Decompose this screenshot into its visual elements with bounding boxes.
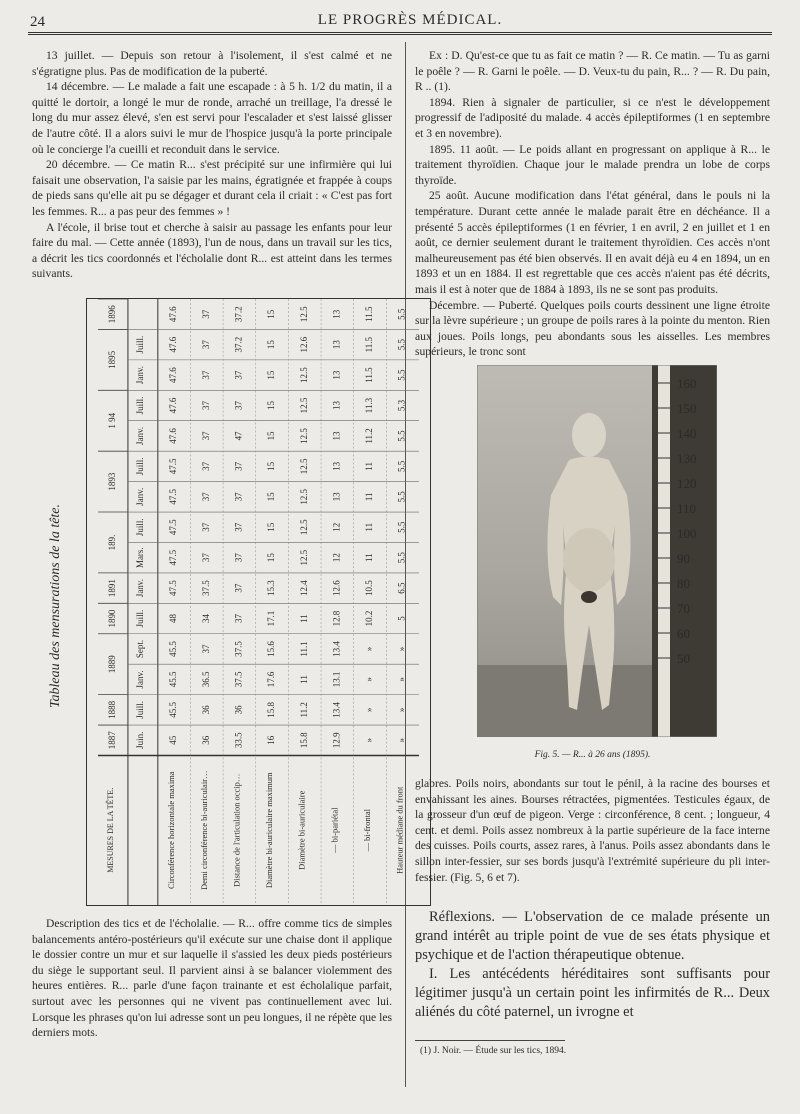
table-cell: 37: [233, 614, 244, 624]
paragraph: glabres. Poils noirs, abondants sur tout le pénil, à la racine des bourses et envahissant les aines. Bourses rétractées, pigmentées. Testicules égaux, de la grosseur d'un œuf de pigeon. Verge : circonférence, 8 cent. ; longueur, 4 cent. et demi. Poils assez nombreux à la partie supérieure de la face interne des cuisses. Poils courts, assez rares, à l'anus. Poils assez abondants dans le sillon inter-fessier, sur ses bords jusqu'à l'extrémité supérieure du pli inter-fessier. (Fig. 5, 6 et 7).: [415, 777, 770, 884]
month-label: Janv.: [134, 366, 145, 385]
table-cell: 33.5: [233, 732, 244, 749]
table-cell: 36: [200, 735, 211, 745]
table-cell: 37: [233, 461, 244, 471]
measure-label: Diamètre bi-auriculaire: [296, 790, 307, 870]
table-cell: 17.1: [266, 610, 277, 627]
table-cell: 37: [200, 370, 211, 380]
measures-header: MESURES DE LA TÊTE.: [105, 787, 115, 873]
table-cell: 13.1: [331, 671, 342, 688]
table-cell: 11: [298, 675, 309, 684]
table-cell: 37: [200, 553, 211, 563]
right-column-text: [415, 48, 770, 360]
head-measurements-table: [48, 298, 407, 906]
table-cell: 17.6: [266, 671, 277, 688]
measure-label: — bi-pariétal: [329, 807, 340, 853]
table-cell: 47.5: [168, 488, 179, 505]
table-cell: 11.3: [364, 397, 375, 414]
table-cell: 6.5: [396, 582, 407, 594]
table-cell: 37: [200, 340, 211, 350]
table-cell: 47.6: [168, 336, 179, 353]
table-cell: 15: [266, 370, 277, 380]
table-cell: 11.5: [364, 336, 375, 353]
table-cell: 47.5: [168, 519, 179, 536]
month-label: Juill.: [134, 609, 145, 628]
table-cell: 36: [200, 705, 211, 715]
table-cell: 13: [331, 492, 342, 502]
table-cell: 11: [364, 462, 375, 471]
paragraph: Décembre. — Puberté. Quelques poils courts dessinent une ligne étroite sur la lèvre supérieure ; un groupe de poils rares à la pointe du menton. Rien aux joues. Poils longs, peu abondants sous les aisselles. Les membres supérieurs, le tronc sont: [415, 298, 770, 359]
paragraph: A l'école, il brise tout et cherche à saisir au passage les enfants pour leur faire du mal. — Cette année (1893), l'un de nous, dans un travail sur les tics, a décrit les tics coordonnés et l'écholalie dont R... est atteint dans les termes suivants.: [32, 220, 392, 281]
month-label: Janv.: [134, 426, 145, 446]
journal-title: LE PROGRÈS MÉDICAL.: [317, 12, 503, 28]
table-cell: 13: [331, 401, 342, 410]
tics-description: [32, 916, 392, 1041]
paragraph: 14 décembre. — Le malade a fait une escapade : à 5 h. 1/2 du matin, il a quitté le dortoir, a longé le mur de ronde, arraché un treillage, l'a dressé le long du mur assez élevé, s'en est servi pour l'escalader et s'est laissé glisser de l'autre côté. Il a alors suivi le mur de l'hospice jusqu'à la porte principale où le concierge l'a cueilli et reconduit dans le service.: [32, 80, 392, 156]
year-label: 1896: [107, 305, 118, 324]
scale-label: 150: [677, 401, 697, 416]
month-label: Janv.: [134, 670, 145, 689]
table-cell: 5.5: [396, 552, 407, 564]
measure-label: Circonférence horizontale maxima: [166, 771, 177, 890]
table-cell: 37: [233, 522, 244, 532]
table-cell: 48: [168, 614, 179, 624]
table-cell: 37.2: [233, 336, 244, 353]
table-cell: 15: [266, 492, 277, 502]
table-cell: 12.4: [298, 580, 309, 596]
table-cell: »: [396, 646, 407, 652]
table-cell: 13: [331, 340, 342, 350]
table-cell: »: [396, 677, 407, 682]
table-cell: 47.5: [168, 458, 179, 475]
table-cell: »: [396, 738, 407, 743]
table-cell: 5.5: [396, 491, 407, 503]
month-label: Janv.: [134, 579, 145, 598]
table-cell: 47.6: [168, 397, 179, 414]
measure-label: Hauteur médiane du front: [394, 786, 405, 874]
table-cell: 13: [331, 461, 342, 471]
table-cell: 37.2: [233, 306, 244, 323]
table-cell: »: [364, 738, 375, 743]
paragraph: 13 juillet. — Depuis son retour à l'isolement, il s'est calmé et ne s'égratigne plus. Pas de modification de la puberté.: [32, 49, 392, 78]
month-label: Juill.: [134, 457, 145, 476]
table-cell: 36.5: [200, 671, 211, 688]
footnote: (1) J. Noir. — Étude sur les tics, 1894.: [420, 1046, 567, 1056]
table-cell: 5.5: [396, 521, 407, 533]
table-cell: 15.8: [298, 732, 309, 749]
table-cell: 37: [200, 492, 211, 502]
table-cell: 11: [364, 522, 375, 532]
page-number: 24: [30, 14, 45, 30]
table-cell: 12.5: [298, 549, 309, 566]
scale-label: 50: [677, 651, 690, 666]
table-cell: 12: [331, 522, 342, 532]
table-cell: 11.5: [364, 367, 375, 383]
table-cell: 15: [266, 431, 277, 441]
table-cell: 12.5: [298, 306, 309, 323]
table-cell: 37: [200, 431, 211, 441]
table-cell: 16: [266, 735, 277, 745]
table-cell: 15: [266, 309, 277, 319]
table-cell: 10.2: [364, 610, 375, 627]
table-cell: 12.5: [298, 397, 309, 414]
paragraph: 25 août. Aucune modification dans l'état général, dans le pouls ni la température. Durant cette année le malade parait être en déchéance. Il a présenté 5 accès épileptiformes (1 en février, 1 en avril, 2 en juillet et 1 en août, ce dernier seulement durant le traitement thyroïdien. Ces accès n'ont malheureusement pas été bien observés. Il en avait déjà eu 4 en 1894, un en 1893 et un en 1884. Il est regrettable que ces accès n'aient pas été décrits, mais il est à noter que de 1884 à 1893, ils ne se sont pas produits.: [415, 189, 770, 296]
measure-label: Distance de l'articulation occip…: [231, 773, 242, 887]
table-cell: 37: [233, 401, 244, 410]
year-label: 1890: [107, 609, 118, 628]
scale-label: 70: [677, 601, 690, 616]
footnote-rule: [415, 1040, 565, 1041]
table-cell: 37: [233, 583, 244, 593]
year-label: 1891: [107, 579, 118, 598]
table-cell: 13: [331, 431, 342, 441]
month-label: Juill.: [134, 518, 145, 537]
left-column-text: [32, 48, 392, 282]
table-title: Tableau des mensurations de la tête.: [48, 503, 63, 708]
paragraph: Ex : D. Qu'est-ce que tu as fait ce matin ? — R. Ce matin. — Tu as garni le poêle ? — R. Garni le poêle. — D. Veux-tu du pain, R... ? — R. Du pain, R .. (1).: [415, 49, 770, 94]
table-cell: 5.5: [396, 369, 407, 381]
table-cell: 11: [364, 553, 375, 562]
scale-label: 160: [677, 376, 697, 391]
measure-label: Diamètre bi-auriculaire maximum: [264, 772, 275, 889]
table-cell: 12.5: [298, 488, 309, 505]
figure-caption: Fig. 5. — R... à 26 ans (1895).: [534, 750, 651, 760]
scale-label: 100: [677, 526, 697, 541]
measure-label: — bi-frontal: [362, 808, 373, 852]
table-cell: 37: [200, 461, 211, 471]
header-rule: [28, 32, 772, 35]
table-cell: 12.8: [331, 610, 342, 627]
year-label: 1895: [107, 350, 118, 369]
scale-label: 60: [677, 626, 690, 641]
table-cell: 15: [266, 553, 277, 563]
table-cell: »: [364, 707, 375, 713]
month-label: Sept.: [134, 639, 145, 659]
table-cell: 47.6: [168, 306, 179, 323]
table-cell: 11.1: [298, 641, 309, 657]
table-cell: 11: [364, 492, 375, 502]
scale-label: 90: [677, 551, 690, 566]
year-label: 189.: [107, 534, 118, 551]
table-cell: 47.6: [168, 367, 179, 383]
table-cell: 12.5: [298, 519, 309, 536]
paragraph: Réflexions. — L'observation de ce malade présente un grand intérêt au triple point de vue de ses états physique et psychique et de l'action thérapeutique obtenue.: [415, 909, 770, 963]
paragraph: Description des tics et de l'écholalie. — R... offre comme tics de simples balancements antéro-postérieurs qu'il exécute sur une chaise dont il applique le dossier contre un mur et sur laquelle il s'assied les deux pieds postérieurs du siège le supportant seul. Il parvient ainsi à se balancer violemment des heures entières. R... parle d'une façon trainante et est écholalique parfait, surtout avec les personnes qui ne vivent pas continuellement avec lui. Lorsque les phrases qu'on lui adresse sont un peu longues, il ne répète que les derniers mots.: [32, 917, 392, 1040]
year-label: 1 94: [107, 412, 118, 429]
table-cell: »: [396, 707, 407, 713]
table-cell: 12: [331, 553, 342, 563]
table-cell: 12.6: [331, 580, 342, 596]
month-label: Juill.: [134, 335, 145, 354]
paragraph: 1895. 11 août. — Le poids allant en progressant on applique à R... le traitement thyroïdien. Chaque jour le malade prendra un lobe de corps thyroïde.: [415, 142, 770, 187]
table-cell: 45: [168, 735, 179, 745]
table-cell: 11.5: [364, 306, 375, 322]
table-cell: 15: [266, 461, 277, 471]
scale-label: 110: [677, 501, 697, 516]
table-cell: 12.5: [298, 367, 309, 383]
year-label: 1888: [107, 700, 118, 719]
month-label: Mars.: [134, 547, 145, 569]
table-cell: 37: [233, 553, 244, 563]
table-cell: 5.5: [396, 339, 407, 351]
table-cell: 13: [331, 309, 342, 319]
table-cell: 37: [233, 492, 244, 502]
table-cell: 15: [266, 340, 277, 350]
table-cell: 5.5: [396, 308, 407, 320]
month-label: Juill.: [134, 396, 145, 415]
photo-illustration: [477, 365, 717, 737]
table-cell: 11: [298, 614, 309, 623]
table-cell: 37: [200, 644, 211, 654]
table-cell: 15.3: [266, 580, 277, 596]
paragraph: 1894. Rien à signaler de particulier, si ce n'est le développement progressif de l'adiposité du malade. 4 accès épileptiformes (1 en septembre et 3 en novembre).: [415, 95, 770, 140]
table-cell: 5.3: [396, 399, 407, 412]
table-cell: 37: [200, 401, 211, 410]
year-label: 1893: [107, 472, 118, 491]
scale-label: 80: [677, 576, 690, 591]
scale-label: 120: [677, 476, 697, 491]
table-cell: 47.5: [168, 549, 179, 566]
scale-label: 130: [677, 451, 697, 466]
puberty-description: [415, 776, 770, 885]
measure-label: Demi circonférence bi-auriculair…: [198, 770, 209, 890]
month-label: Juin.: [134, 731, 145, 749]
table-cell: 34: [200, 614, 211, 624]
table-cell: 15.8: [266, 701, 277, 718]
table-cell: 36: [233, 705, 244, 715]
table-cell: 37.5: [233, 671, 244, 688]
paragraph: 20 décembre. — Ce matin R... s'est précipité sur une infirmière qui lui faisait une observation, l'a saisie par les mains, égratignée et frappée à coups de pieds sans qu'elle ait pu se dégager et durant cela il criait : « C'est pas fort les femmes. R... a pas peur des femmes » !: [32, 158, 392, 218]
table-cell: »: [364, 646, 375, 652]
table-cell: 47: [233, 431, 244, 441]
table-cell: 45.5: [168, 671, 179, 688]
table-grid: [86, 298, 431, 906]
scale-label: 140: [677, 426, 697, 441]
table-cell: 5.5: [396, 460, 407, 472]
patient-photograph: [477, 365, 717, 737]
table-cell: 37: [200, 309, 211, 319]
table-cell: 37.5: [233, 641, 244, 657]
table-cell: 13.4: [331, 641, 342, 657]
table-cell: 37.5: [200, 580, 211, 596]
table-cell: 15: [266, 522, 277, 532]
table-cell: 11.2: [364, 428, 375, 444]
table-cell: 47.5: [168, 580, 179, 596]
table-cell: 12.5: [298, 458, 309, 475]
paragraph: I. Les antécédents héréditaires sont suffisants pour légitimer jusqu'à un certain point les infirmités de R... Deux aliénés du côté paternel, un ivrogne et: [415, 966, 770, 1020]
table-cell: 12.6: [298, 336, 309, 353]
table-cell: 45.5: [168, 701, 179, 718]
table-cell: 10.5: [364, 580, 375, 596]
table-cell: »: [364, 677, 375, 682]
table-cell: 45.5: [168, 641, 179, 657]
table-cell: 12.5: [298, 428, 309, 444]
table-cell: 37: [233, 370, 244, 380]
reflexions-section: [415, 908, 770, 1022]
table-cell: 12.9: [331, 732, 342, 749]
table-cell: 13.4: [331, 701, 342, 718]
month-label: Janv.: [134, 487, 145, 506]
table-cell: 47.6: [168, 428, 179, 444]
year-label: 1889: [107, 655, 118, 674]
table-cell: 5.5: [396, 430, 407, 442]
table-cell: 15.6: [266, 641, 277, 657]
table-cell: 13: [331, 370, 342, 380]
table-cell: 5: [396, 616, 407, 621]
table-cell: 15: [266, 401, 277, 410]
table-cell: 37: [200, 522, 211, 532]
table-cell: 11.2: [298, 702, 309, 718]
month-label: Juill.: [134, 700, 145, 719]
year-label: 1887: [107, 731, 118, 750]
